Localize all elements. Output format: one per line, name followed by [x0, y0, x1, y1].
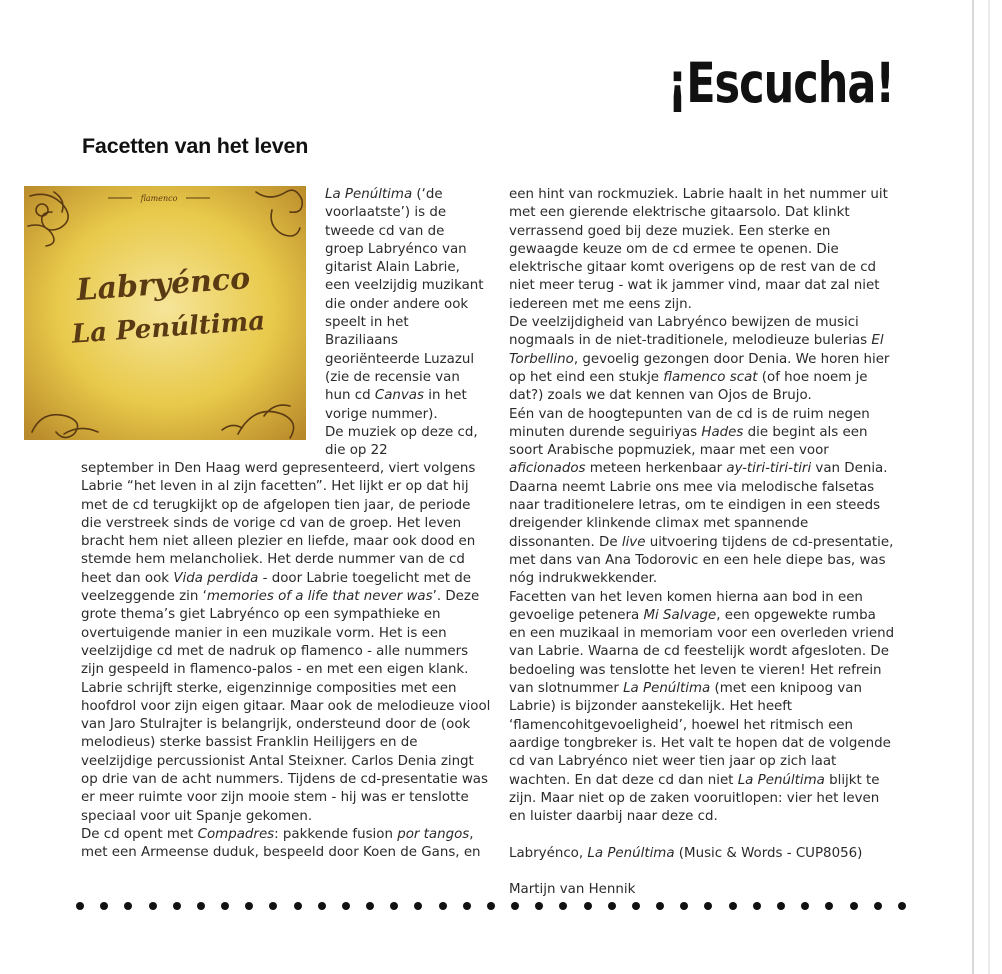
divider-dot — [294, 902, 302, 910]
divider-dot — [656, 902, 664, 910]
divider-dot — [197, 902, 205, 910]
divider-dot — [850, 902, 858, 910]
author-name: Martijn van Hennik — [509, 882, 636, 898]
divider-dot — [704, 902, 712, 910]
divider-dot — [729, 902, 737, 910]
album-cover-image — [24, 186, 306, 440]
divider-dot — [632, 902, 640, 910]
divider-dot — [342, 902, 350, 910]
divider-dot — [100, 902, 108, 910]
paragraph: Eén van de hoogtepunten van de cd is de ruim negen minuten durende seguiriyas Hades die begint als een soort Arabische popmuziek, maar met een voor aficionados meteen herkenbaar ay-tiri-tiri-tiri van Denia. Daarna neemt Labrie ons mee via melodische falsetas naar traditionelere letras, om te eindigen in een steeds dreigender klinkende climax met spannende dissonanten. De live uitvoering tijdens de cd-presentatie, met dans van Ana Todorovic en een hele diepe bas, was nóg indrukwekkender. — [509, 406, 894, 587]
divider-dot — [245, 902, 253, 910]
divider-dot — [221, 902, 229, 910]
paragraph: De muziek op deze cd, die op 22 — [325, 424, 478, 459]
paragraph: La Penúltima (‘de voorlaatste’) is de tweede cd van de groep Labryénco van gitarist Alain Labrie, een veelzijdig muzikant die onder andere ook speelt in het Braziliaans georiënteerde Luzazul (zie de recensie van hun cd Canvas in het vorige nummer). — [325, 187, 484, 422]
album-title: La Penúltima — [70, 306, 267, 350]
album-genre-label: flamenco — [140, 194, 178, 203]
divider-dot — [124, 902, 132, 910]
divider-dot — [874, 902, 882, 910]
divider-dot — [680, 902, 688, 910]
divider-dot — [173, 902, 181, 910]
divider-dot — [801, 902, 809, 910]
album-band-name: Labryénco — [75, 260, 252, 309]
article-column-1-bottom — [81, 460, 491, 863]
divider-dot — [753, 902, 761, 910]
divider-dot — [487, 902, 495, 910]
divider-dot — [149, 902, 157, 910]
divider-dot — [318, 902, 326, 910]
divider-dot — [898, 902, 906, 910]
divider-dot — [825, 902, 833, 910]
album-credit: Labryénco, La Penúltima (Music & Words - CUP8056) — [509, 845, 863, 861]
article-title: Facetten van het leven — [82, 134, 309, 158]
divider-dot — [608, 902, 616, 910]
divider-dot — [463, 902, 471, 910]
divider-dot — [559, 902, 567, 910]
divider-dot — [269, 902, 277, 910]
divider-dot — [584, 902, 592, 910]
dotted-divider — [76, 902, 906, 910]
paragraph: september in Den Haag werd gepresenteerd, viert volgens Labrie “het leven in al zijn facetten”. Het lijkt er op dat hij met de cd terugkijkt op de afgelopen tien jaar, de periode die verstreek sinds de vorige cd van de groep. Het leven bracht hem niet alleen plezier en liefde, maar ook dood en stemde hem melancholiek. Het derde nummer van de cd heet dan ook Vida perdida - door Labrie toegelicht met de veelzeggende zin ‘memories of a life that never was’. Deze grote thema’s giet Labryénco op een sympathieke en overtuigende manier in een muzikale vorm. Het is een veelzijdige cd met de nadruk op flamenco - alle nummers zijn gespeeld in flamenco-palos - en met een eigen klank. — [81, 461, 480, 678]
paragraph: De cd opent met Compadres: pakkende fusion por tangos, met een Armeense duduk, bespeeld door Koen de Gans, en — [81, 826, 481, 861]
divider-dot — [390, 902, 398, 910]
section-title: ¡Escucha! — [667, 52, 894, 116]
divider-dot — [366, 902, 374, 910]
divider-dot — [439, 902, 447, 910]
divider-dot — [535, 902, 543, 910]
paragraph: een hint van rockmuziek. Labrie haalt in het nummer uit met een gierende elektrische gitaarsolo. Dat klinkt verrassend goed bij deze muziek. Een sterke en gewaagde keuze om de cd ermee te openen. Die elektrische gitaar komt overigens op de rest van de cd niet meer terug - wat ik jammer vind, maar dat zal niet iedereen met me eens zijn. — [509, 187, 888, 312]
article-column-2 — [509, 186, 895, 900]
divider-dot — [76, 902, 84, 910]
page-edge-line — [988, 0, 990, 974]
article-column-1-top — [325, 186, 485, 460]
divider-dot — [511, 902, 519, 910]
paragraph: Labrie schrijft sterke, eigenzinnige composities met een hoofdrol voor zijn eigen gitaar. Maar ook de melodieuze viool van Jaro Stulrajter is belangrijk, ondersteund door de (ook melodieus) sterke bassist Franklin Heilijgers en de veelzijdige percussionist Antal Steixner. Carlos Denia zingt op drie van de acht nummers. Tijdens de cd-presentatie was er meer ruimte voor zijn mooie stem - hij was er tenslotte speciaal voor uit Spanje gekomen. — [81, 680, 491, 824]
divider-dot — [777, 902, 785, 910]
page-edge-line — [972, 0, 974, 974]
paragraph: De veelzijdigheid van Labryénco bewijzen de musici nogmaals in de niet-traditionele, melodieuze bulerias El Torbellino, gevoelig gezongen door Denia. We horen hier op het eind een stukje flamenco scat (of hoe noem je dat?) zoals we dat kennen van Ojos de Brujo. — [509, 315, 890, 404]
paragraph: Facetten van het leven komen hierna aan bod in een gevoelige petenera Mi Salvage, een opgewekte rumba en een muzikaal in memoriam voor een overleden vriend van Labrie. Waarna de cd feestelijk wordt afgesloten. De bedoeling was tenslotte het leven te vieren! Het refrein van slotnummer La Penúltima (met een knipoog van Labrie) is bijzonder aanstekelijk. Het heeft ‘flamencohitgevoeligheid’, hoewel het ritmisch een aardige tongbreker is. Het valt te hopen dat de volgende cd van Labryénco niet weer tien jaar op zich laat wachten. En dat deze cd dan niet La Penúltima blijkt te zijn. Maar niet op de zaken vooruitlopen: vier het leven en luister daarbij naar deze cd. — [509, 589, 895, 825]
divider-dot — [414, 902, 422, 910]
